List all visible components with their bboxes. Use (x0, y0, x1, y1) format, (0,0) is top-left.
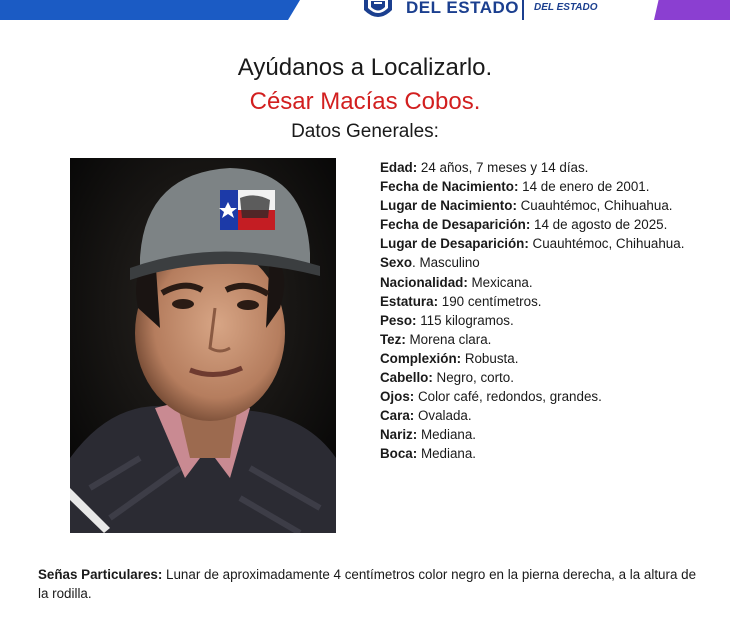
detail-estatura: Estatura: 190 centímetros. (380, 293, 542, 309)
detail-fecha-desaparicion: Fecha de Desaparición: 14 de agosto de 2025. (380, 217, 668, 233)
general-data-list (380, 158, 700, 464)
detail-sexo: Sexo. Masculino (380, 255, 480, 271)
general-data-heading: Datos Generales: (291, 121, 439, 142)
detail-peso: Peso: 115 kilogramos. (380, 312, 514, 328)
missing-person-name: César Macías Cobos. (249, 88, 481, 115)
logo-text: DEL ESTADO (406, 0, 519, 17)
distinguishing-marks-value: Lunar de aproximadamente 4 centímetros color negro en la pierna derecha, a la altura de la rodilla. (38, 567, 697, 601)
banner-purple-band (654, 0, 730, 20)
logo-text-secondary: DEL ESTADO (534, 2, 598, 13)
detail-edad: Edad: 24 años, 7 meses y 14 días. (380, 160, 589, 175)
banner-blue-band (0, 0, 300, 20)
detail-boca: Boca: Mediana. (380, 446, 477, 462)
logo-divider (522, 0, 524, 20)
detail-lugar-nacimiento: Lugar de Nacimiento: Cuauhtémoc, Chihuahua. (380, 198, 673, 214)
missing-person-photo (70, 158, 336, 533)
distinguishing-marks (38, 565, 708, 603)
detail-tez: Tez: Morena clara. (380, 331, 492, 347)
detail-complexion: Complexión: Robusta. (380, 350, 519, 366)
poster-title: Ayúdanos a Localizarlo. (237, 54, 493, 81)
detail-lugar-desaparicion: Lugar de Desaparición: Cuauhtémoc, Chihuahua. (380, 236, 685, 252)
detail-ojos: Ojos: Color café, redondos, grandes. (380, 389, 602, 405)
distinguishing-marks-label: Señas Particulares: (38, 567, 163, 582)
top-banner (0, 0, 730, 24)
detail-cara: Cara: Ovalada. (380, 408, 472, 424)
detail-fecha-nacimiento: Fecha de Nacimiento: 14 de enero de 2001. (380, 179, 650, 195)
detail-nariz: Nariz: Mediana. (380, 427, 477, 443)
detail-nacionalidad: Nacionalidad: Mexicana. (380, 274, 533, 290)
portrait-illustration (70, 158, 336, 533)
detail-cabello: Cabello: Negro, corto. (380, 370, 514, 386)
state-seal-icon (360, 0, 396, 22)
